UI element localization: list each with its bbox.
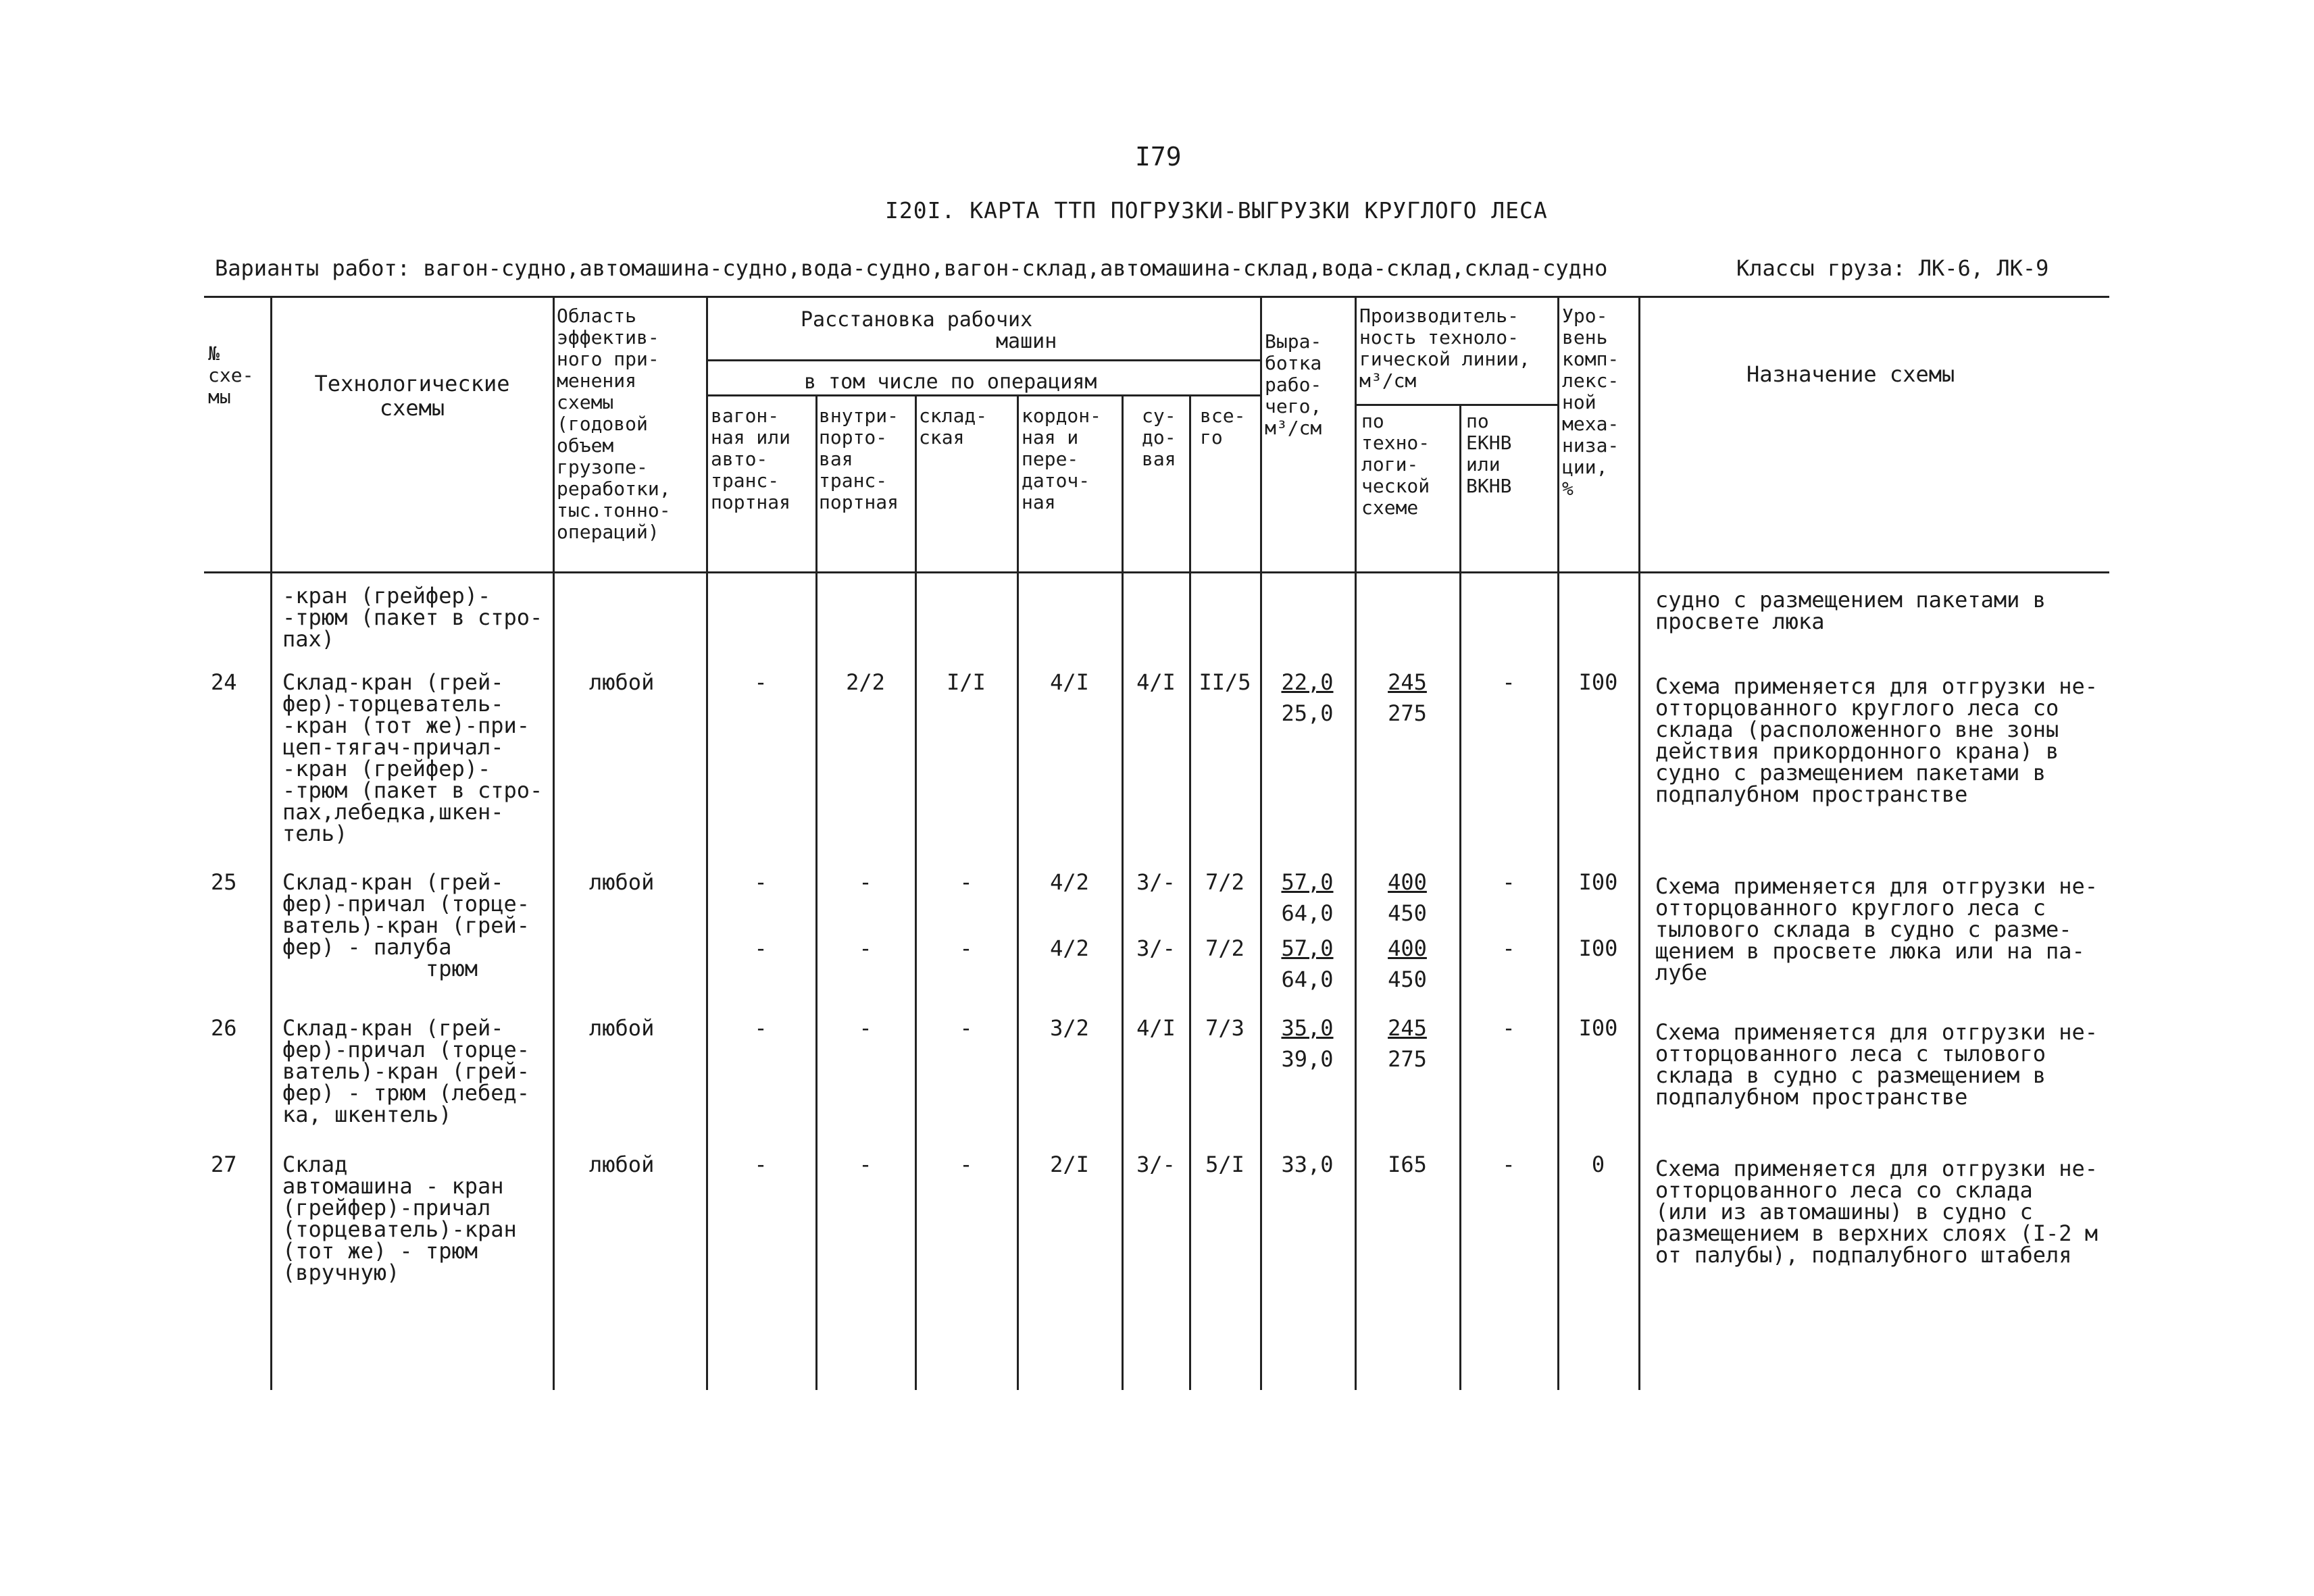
scheme-text: Склад-кран (грей- фер)-причал (торце- ватель)-кран (грей- фер) - палуба трюм	[282, 869, 530, 981]
op-ship-value: 3/-	[1136, 1152, 1176, 1177]
purpose-text: судно с размещением пакетами в просвете люка	[1655, 587, 2046, 634]
col-sep-10	[1355, 296, 1357, 1390]
purpose-text: Схема применяется для отгрузки не- отторцованного круглого леса со склада (расположенного вне зоны действия прикордонного крана) в судно с размещением пакетами в подпалубном пространстве	[1655, 673, 2098, 807]
op-total-value: II/5	[1199, 669, 1251, 695]
op-wagon-value: -	[754, 869, 768, 895]
header-mech-level: Уро- вень комп- лекс- ной меха- низа- ции, %	[1562, 305, 1619, 500]
prod-eknv-value: -	[1502, 669, 1515, 695]
mech-level-value: I00	[1578, 869, 1618, 895]
scheme-text: -кран (грейфер)- -трюм (пакет в стро- пах)	[282, 583, 543, 652]
col-sep-3	[706, 296, 708, 1390]
header-placement: Расстановка рабочих машин	[801, 308, 1057, 353]
work-variants: Варианты работ: вагон-судно,автомашина-судно,вода-судно,вагон-склад,автомашина-склад,вода-склад,склад-судно	[215, 255, 1608, 281]
col-sep-1	[270, 296, 272, 1390]
header-area: Область эффектив- ного при- менения схемы (годовой объем грузопе- реработки, тыс.тонно- операций)	[557, 305, 671, 543]
mech-level-value: I00	[1578, 669, 1618, 695]
prod-tech-value: 400	[1388, 935, 1427, 961]
col-sep-12	[1557, 296, 1559, 1390]
output-value: 57,0	[1281, 869, 1334, 895]
op-warehouse-value: -	[959, 1152, 973, 1177]
area-value: любой	[589, 1015, 655, 1041]
productivity-sub-rule	[1355, 404, 1557, 406]
op-inport-value: -	[859, 869, 872, 895]
col-sep-13	[1638, 296, 1640, 1390]
op-total-value: 5/I	[1205, 1152, 1244, 1177]
op-total-value: 7/2	[1205, 869, 1244, 895]
output-value: 57,0	[1281, 935, 1334, 961]
op-wagon-value: -	[754, 1152, 768, 1177]
mech-level-value: I00	[1578, 1015, 1618, 1041]
header-output: Выра- ботка рабо- чего, м³/см	[1265, 330, 1322, 439]
prod-tech-value-alt: 450	[1388, 900, 1427, 926]
prod-tech-value: 245	[1388, 1015, 1427, 1041]
area-value: любой	[589, 869, 655, 895]
op-warehouse-value: -	[959, 935, 973, 961]
page-title: I20I. КАРТА ТТП ПОГРУЗКИ-ВЫГРУЗКИ КРУГЛОГО ЛЕСА	[885, 197, 1548, 224]
purpose-text: Схема применяется для отгрузки не- отторцованного круглого леса с тылового склада в судно с разме- щением в просвете люка или на па- лубе	[1655, 873, 2098, 985]
op-inport-value: 2/2	[846, 669, 885, 695]
op-inport-value: -	[859, 1015, 872, 1041]
op-warehouse-value: -	[959, 869, 973, 895]
prod-tech-value-alt: 275	[1388, 1046, 1427, 1072]
purpose-text: Схема применяется для отгрузки не- отторцованного леса со склада (или из автомашины) в судно с размещением в верхних слоях (I-2 м от палубы), подпалубного штабеля	[1655, 1156, 2098, 1268]
scheme-number: 24	[211, 669, 237, 695]
scheme-text: Склад автомашина - кран (грейфер)-причал (торцеватель)-кран (тот же) - трюм (вручную)	[282, 1152, 517, 1285]
op-wagon-value: -	[754, 669, 768, 695]
header-scheme-no: № схе- мы	[208, 342, 254, 408]
scheme-text: Склад-кран (грей- фер)-причал (торце- ватель)-кран (грей- фер) - трюм (лебед- ка, шкентель)	[282, 1015, 530, 1127]
prod-tech-value: 245	[1388, 669, 1427, 695]
header-prod-by-scheme: по техно- логи- ческой схеме	[1361, 410, 1430, 519]
op-cordon-value: 4/2	[1050, 869, 1089, 895]
op-inport-value: -	[859, 935, 872, 961]
header-tech-schemes: Технологические схемы	[314, 371, 510, 421]
op-inport-value: -	[859, 1152, 872, 1177]
op-cordon-value: 4/2	[1050, 935, 1089, 961]
header-op-ship: су- до- вая	[1142, 405, 1176, 470]
op-total-value: 7/3	[1205, 1015, 1244, 1041]
op-cordon-value: 2/I	[1050, 1152, 1089, 1177]
output-value-alt: 64,0	[1281, 900, 1334, 926]
header-productivity: Производитель- ность техноло- гической линии, м³/см	[1359, 305, 1530, 392]
area-value: любой	[589, 669, 655, 695]
op-wagon-value: -	[754, 935, 768, 961]
op-ship-value: 3/-	[1136, 869, 1176, 895]
mech-level-value: 0	[1591, 1152, 1605, 1177]
header-op-wagon: вагон- ная или авто- транс- портная	[711, 405, 791, 513]
prod-eknv-value: -	[1502, 935, 1515, 961]
header-bottom-rule	[204, 571, 2109, 573]
placement-sub-rule	[706, 359, 1260, 361]
op-cordon-value: 4/I	[1050, 669, 1089, 695]
prod-eknv-value: -	[1502, 869, 1515, 895]
mech-level-value: I00	[1578, 935, 1618, 961]
scheme-number: 27	[211, 1152, 237, 1177]
output-value-alt: 39,0	[1281, 1046, 1334, 1072]
col-sep-11	[1459, 404, 1461, 1390]
header-purpose: Назначение схемы	[1746, 361, 1955, 387]
prod-tech-value-alt: 450	[1388, 967, 1427, 992]
output-value-alt: 64,0	[1281, 967, 1334, 992]
cargo-classes: Классы груза: ЛК-6, ЛК-9	[1736, 255, 2049, 281]
prod-eknv-value: -	[1502, 1152, 1515, 1177]
scheme-number: 26	[211, 1015, 237, 1041]
purpose-text: Схема применяется для отгрузки не- отторцованного леса с тылового склада в судно с размещением в подпалубном пространстве	[1655, 1019, 2098, 1110]
header-op-inport: внутри- порто- вая транс- портная	[819, 405, 899, 513]
area-value: любой	[589, 1152, 655, 1177]
table-top-rule	[204, 296, 2109, 298]
header-op-total: все- го	[1200, 405, 1246, 448]
op-warehouse-value: I/I	[947, 669, 986, 695]
including-sub-rule	[706, 394, 1260, 396]
op-ship-value: 3/-	[1136, 935, 1176, 961]
op-cordon-value: 3/2	[1050, 1015, 1089, 1041]
output-value-alt: 25,0	[1281, 700, 1334, 726]
op-ship-value: 4/I	[1136, 1015, 1176, 1041]
header-op-cordon: кордон- ная и пере- даточ- ная	[1022, 405, 1102, 513]
op-warehouse-value: -	[959, 1015, 973, 1041]
output-value: 22,0	[1281, 669, 1334, 695]
page-number: I79	[1135, 142, 1182, 172]
prod-tech-value: 400	[1388, 869, 1427, 895]
prod-eknv-value: -	[1502, 1015, 1515, 1041]
prod-tech-value: I65	[1388, 1152, 1427, 1177]
scheme-text: Склад-кран (грей- фер)-торцеватель- -кран (тот же)-при- цеп-тягач-причал- -кран (грейфер)- -трюм (пакет в стро- пах,лебедка,шкен- тель)	[282, 669, 543, 846]
header-prod-by-eknv: по ЕКНВ или ВКНВ	[1466, 410, 1512, 497]
header-including: в том числе по операциям	[804, 370, 1097, 394]
prod-tech-value-alt: 275	[1388, 700, 1427, 726]
output-value: 33,0	[1281, 1152, 1334, 1177]
output-value: 35,0	[1281, 1015, 1334, 1041]
col-sep-2	[553, 296, 555, 1390]
scheme-number: 25	[211, 869, 237, 895]
col-sep-9	[1260, 296, 1262, 1390]
header-op-warehouse: склад- ская	[919, 405, 988, 448]
op-wagon-value: -	[754, 1015, 768, 1041]
op-ship-value: 4/I	[1136, 669, 1176, 695]
op-total-value: 7/2	[1205, 935, 1244, 961]
